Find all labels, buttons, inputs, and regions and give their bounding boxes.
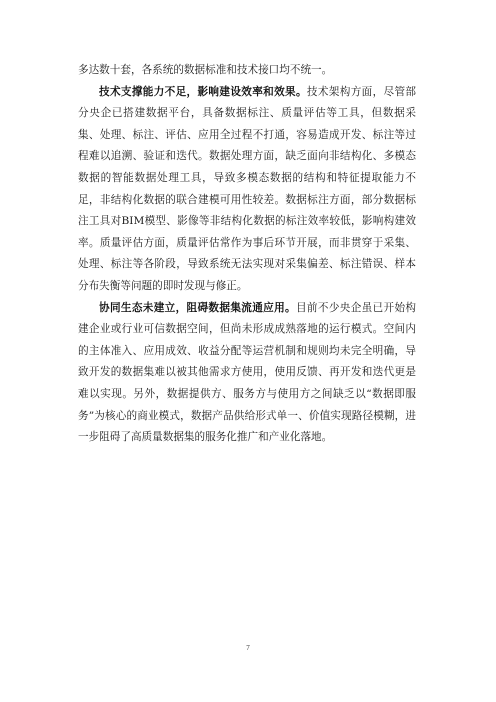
paragraph-text: 目前不少央企虽已开始构建企业或行业可信数据空间，但尚未形成成熟落地的运行模式。空间内的主体准入、应用成效、收益分配等运营机制和规则均未完全明确，导致开发的数据集难以被其他需求方使用，使用反馈、再开发和迭代更是难以实现。另外，数据提供方、服务方与使用方之间缺乏以“数据即服务”为核心的商业模式，数据产品供给形式单一、价值实现路径模糊，进一步阻碍了高质量数据集的服务化推广和产业化落地。 bbox=[78, 301, 417, 444]
paragraph-continuation bbox=[78, 60, 416, 82]
paragraph-collaborative-ecosystem bbox=[78, 298, 416, 449]
paragraph-text: 技术架构方面，尽管部分央企已搭建数据平台，具备数据标注、质量评估等工具，但数据采集、处理、标注、评估、应用全过程不打通，容易造成开发、标注等过程难以追溯、验证和迭代。数据处理方面，缺乏面向非结构化、多模态数据的智能数据处理工具，导致多模态数据的结构和特征提取能力不足，非结构化数据的联合建模可用性较差。数据标注方面，部分数据标注工具对BIM模型、影像等非结构化数据的标注效率较低，影响构建效率。质量评估方面，质量评估常作为事后环节开展，而非贯穿于采集、处理、标注等各阶段，导致系统无法实现对采集偏差、标注错误、样本分布失衡等问题的即时发现与修正。 bbox=[78, 85, 417, 292]
paragraph-heading: 技术支撑能力不足，影响建设效率和效果。 bbox=[99, 85, 307, 98]
paragraph-heading: 协同生态未建立，阻碍数据集流通应用。 bbox=[99, 301, 296, 314]
body-text bbox=[78, 60, 416, 449]
paragraph-technical-support bbox=[78, 82, 416, 298]
page-number: 7 bbox=[246, 644, 250, 652]
paragraph-text: 多达数十套，各系统的数据标准和技术接口均不统一。 bbox=[78, 64, 333, 76]
